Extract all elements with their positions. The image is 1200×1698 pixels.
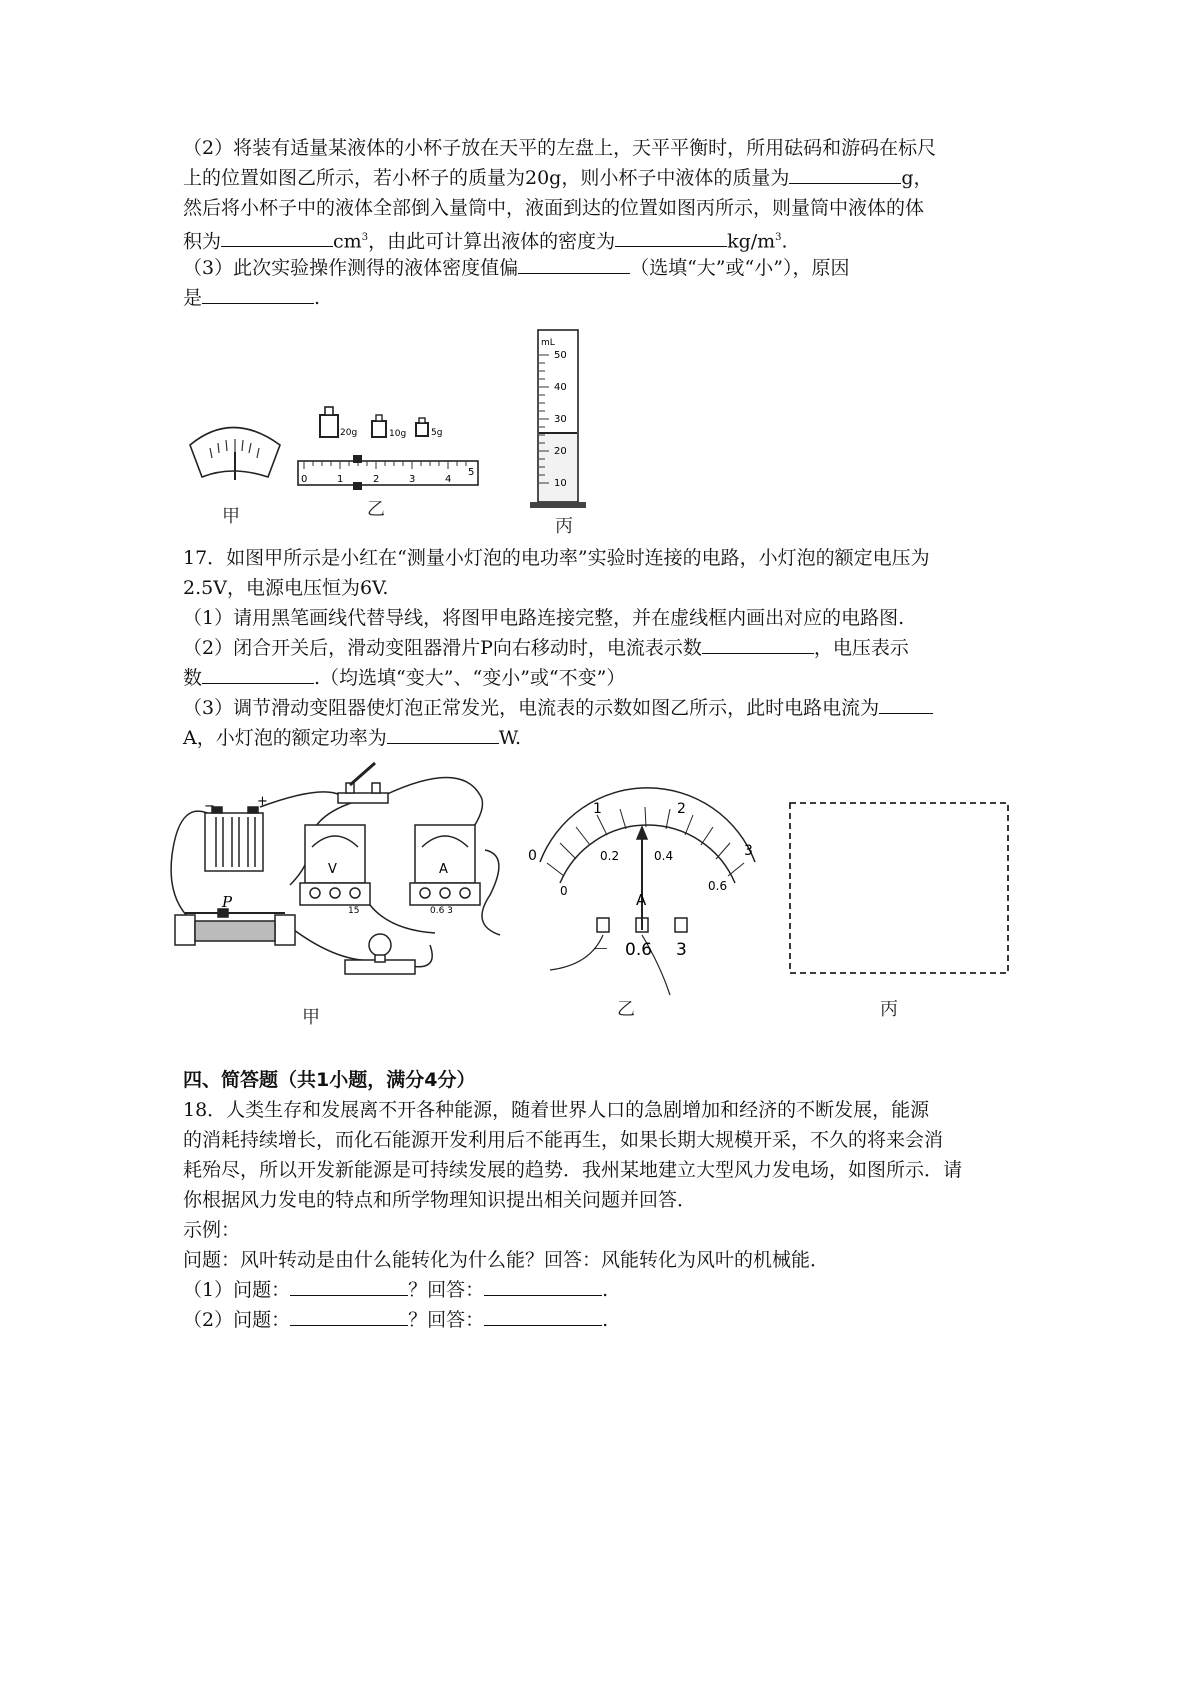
q16-part2-line3: 然后将小杯子中的液体全部倒入量筒中，液面到达的位置如图丙所示，则量筒中液体的体 — [183, 197, 925, 219]
figure-caption-jia: 甲 — [302, 1007, 320, 1028]
q16-figure-set — [180, 325, 640, 525]
answer-blank-question2[interactable] — [290, 1305, 408, 1326]
reason-prefix: 是 — [183, 287, 203, 309]
period: . — [602, 1309, 609, 1331]
balance-dial-figure — [190, 428, 280, 481]
cylinder-tick-label: 50 — [554, 350, 567, 361]
wire — [260, 792, 340, 807]
answer-blank-power[interactable] — [387, 723, 499, 744]
ruler-tick-label: 3 — [409, 474, 416, 485]
rheostat — [175, 909, 295, 945]
q17-line1: 17．如图甲所示是小红在“测量小灯泡的电功率”实验时连接的电路，小灯泡的额定电压为 — [183, 547, 930, 569]
circuit-drawing-box[interactable] — [790, 803, 1008, 973]
q17-figure-set — [160, 755, 1020, 1030]
answer-blank-reason[interactable] — [202, 283, 314, 304]
battery-plus-icon: + — [257, 794, 268, 809]
answer-blank-density[interactable] — [615, 226, 727, 247]
weight-label: 20g — [340, 428, 358, 438]
period: . — [781, 230, 788, 253]
weight-label: 10g — [389, 429, 407, 439]
cylinder-unit: mL — [541, 338, 555, 348]
q17-part2-line2 — [183, 663, 625, 693]
example-label: 示例： — [183, 1219, 241, 1241]
cylinder-tick-label: 20 — [554, 446, 567, 457]
q16-part2-line2 — [183, 163, 933, 193]
q17-line2: 2.5V，电源电压恒为6V. — [183, 577, 389, 599]
rider-bottom — [353, 482, 362, 490]
wire — [482, 850, 500, 935]
answer-blank-ammeter-change[interactable] — [702, 633, 814, 654]
dial-bottom-label: 0.4 — [654, 849, 674, 863]
dial-top-label: 0 — [528, 848, 537, 864]
weight-label: 5g — [431, 428, 443, 438]
answer-blank-answer2[interactable] — [484, 1305, 602, 1326]
ruler-tick-label: 0 — [301, 474, 308, 485]
q16-part2-line4: 积为 $cm^3$，由此可计算出液体的密度为 $kg/m^3$. — [183, 223, 788, 256]
unit-kgm: kg/m — [727, 230, 776, 253]
cylinder-tick-label: 10 — [554, 478, 567, 489]
ammeter-label: A — [439, 862, 448, 877]
q18-sub2-answer-label: ？回答： — [408, 1309, 485, 1331]
q16-part3-choice: （选填“大”或“小”），原因 — [630, 257, 850, 279]
period: . — [602, 1279, 609, 1301]
weights-figure — [320, 407, 442, 439]
battery — [205, 807, 263, 871]
q16-part2-line2-text: 上的位置如图乙所示，若小杯子的质量为20g，则小杯子中液体的质量为 — [183, 167, 790, 189]
q17-part3-line1 — [183, 693, 933, 723]
q16-part2-line1: （2）将装有适量某液体的小杯子放在天平的左盘上，天平平衡时，所用砝码和游码在标尺 — [183, 137, 937, 159]
q18-line1: 18．人类生存和发展离不开各种能源，随着世界人口的急剧增加和经济的不断发展，能源 — [183, 1099, 930, 1121]
voltmeter-terminal-label: 15 — [348, 906, 360, 916]
cylinder-tick-label: 40 — [554, 382, 567, 393]
wire — [290, 927, 380, 961]
answer-blank-volume[interactable] — [221, 226, 333, 247]
dial-top-label: 2 — [677, 801, 686, 817]
lamp — [345, 934, 415, 974]
period: . — [314, 287, 321, 309]
figure-caption-jia: 甲 — [222, 506, 240, 527]
graduated-cylinder-figure — [530, 330, 586, 508]
q16-part3-line1 — [183, 253, 849, 283]
q16-volume-prefix: 积为 — [183, 230, 222, 253]
ruler-tick-label: 2 — [373, 474, 380, 485]
q18-sub1-question-label: （1）问题： — [183, 1279, 291, 1301]
figure-caption-bing: 丙 — [880, 999, 898, 1020]
figure-caption-yi: 乙 — [617, 999, 635, 1020]
terminal-label: 3 — [676, 940, 687, 960]
dial-top-label: 1 — [593, 801, 602, 817]
q18-sub2-question-label: （2）问题： — [183, 1309, 291, 1331]
switch — [338, 763, 388, 803]
answer-blank-liquid-mass[interactable] — [789, 163, 901, 184]
q17-part2-prefix: 数 — [183, 667, 203, 689]
q16-part3-text: （3）此次实验操作测得的液体密度值偏 — [183, 257, 519, 279]
terminal-label: 0.6 — [625, 940, 653, 960]
wire — [370, 905, 435, 933]
q18-line2: 的消耗持续增长，而化石能源开发利用后不能再生，如果长期大规模开采，不久的将来会消 — [183, 1129, 944, 1151]
q17-part3-text2: A，小灯泡的额定功率为 — [183, 727, 387, 749]
terminal-label: － — [592, 940, 609, 960]
q16-density-text: ，由此可计算出液体的密度为 — [368, 230, 616, 253]
example-text: 问题：风叶转动是由什么能转化为什么能？回答：风能转化为风叶的机械能． — [183, 1249, 830, 1271]
answer-blank-current[interactable] — [879, 693, 933, 714]
answer-blank-answer1[interactable] — [484, 1275, 602, 1296]
unit-cm: cm — [333, 230, 362, 253]
q18-line4: 你根据风力发电的特点和所学物理知识提出相关问题并回答． — [183, 1189, 697, 1211]
q18-line3: 耗殆尽，所以开发新能源是可持续发展的趋势．我州某地建立大型风力发电场，如图所示．请 — [183, 1159, 963, 1181]
ruler-tick-label: 1 — [337, 474, 344, 485]
answer-blank-bias[interactable] — [518, 253, 630, 274]
q17-part2-choice: .（均选填“变大”、“变小”或“不变”） — [314, 667, 626, 689]
rider-top — [353, 455, 362, 463]
q18-sub1 — [183, 1275, 608, 1305]
dial-unit-letter: A — [636, 891, 647, 909]
section-heading: 四、简答题（共1小题，满分4分） — [183, 1069, 476, 1091]
figure-caption-bing: 丙 — [555, 516, 573, 537]
dial-top-label: 3 — [744, 843, 753, 859]
q18-sub1-answer-label: ？回答： — [408, 1279, 485, 1301]
unit-g: g， — [901, 167, 933, 189]
figure-caption-yi: 乙 — [367, 499, 385, 520]
ruler-tick-label: 4 — [445, 474, 452, 485]
dial-bottom-label: 0.2 — [600, 849, 620, 863]
voltmeter-label: V — [328, 862, 337, 877]
rider-scale-figure — [298, 455, 478, 490]
q16-part3-line2 — [183, 283, 320, 313]
ruler-tick-label: 5 — [468, 467, 475, 478]
slider-label: P — [222, 893, 233, 911]
q17-part3-text: （3）调节滑动变阻器使灯泡正常发光，电流表的示数如图乙所示，此时电路电流为 — [183, 697, 880, 719]
q17-part1: （1）请用黑笔画线代替导线，将图甲电路连接完整，并在虚线框内画出对应的电路图. — [183, 607, 905, 629]
cylinder-tick-label: 30 — [554, 414, 567, 425]
unit-w: W. — [498, 727, 521, 749]
q17-part2-line1 — [183, 633, 909, 663]
answer-blank-question1[interactable] — [290, 1275, 408, 1296]
q18-sub2 — [183, 1305, 608, 1335]
battery-minus-icon: − — [204, 799, 215, 814]
dial-bottom-label: 0.6 — [708, 879, 728, 893]
q17-part3-line2 — [183, 723, 521, 753]
dial-bottom-label: 0 — [560, 884, 568, 898]
ammeter-terminal-label: 0.6 3 — [430, 906, 453, 916]
answer-blank-voltmeter-change[interactable] — [202, 663, 314, 684]
q17-part2-text: （2）闭合开关后，滑动变阻器滑片P向右移动时，电流表示数 — [183, 637, 702, 659]
q17-part2-text2: ，电压表示 — [813, 637, 909, 659]
